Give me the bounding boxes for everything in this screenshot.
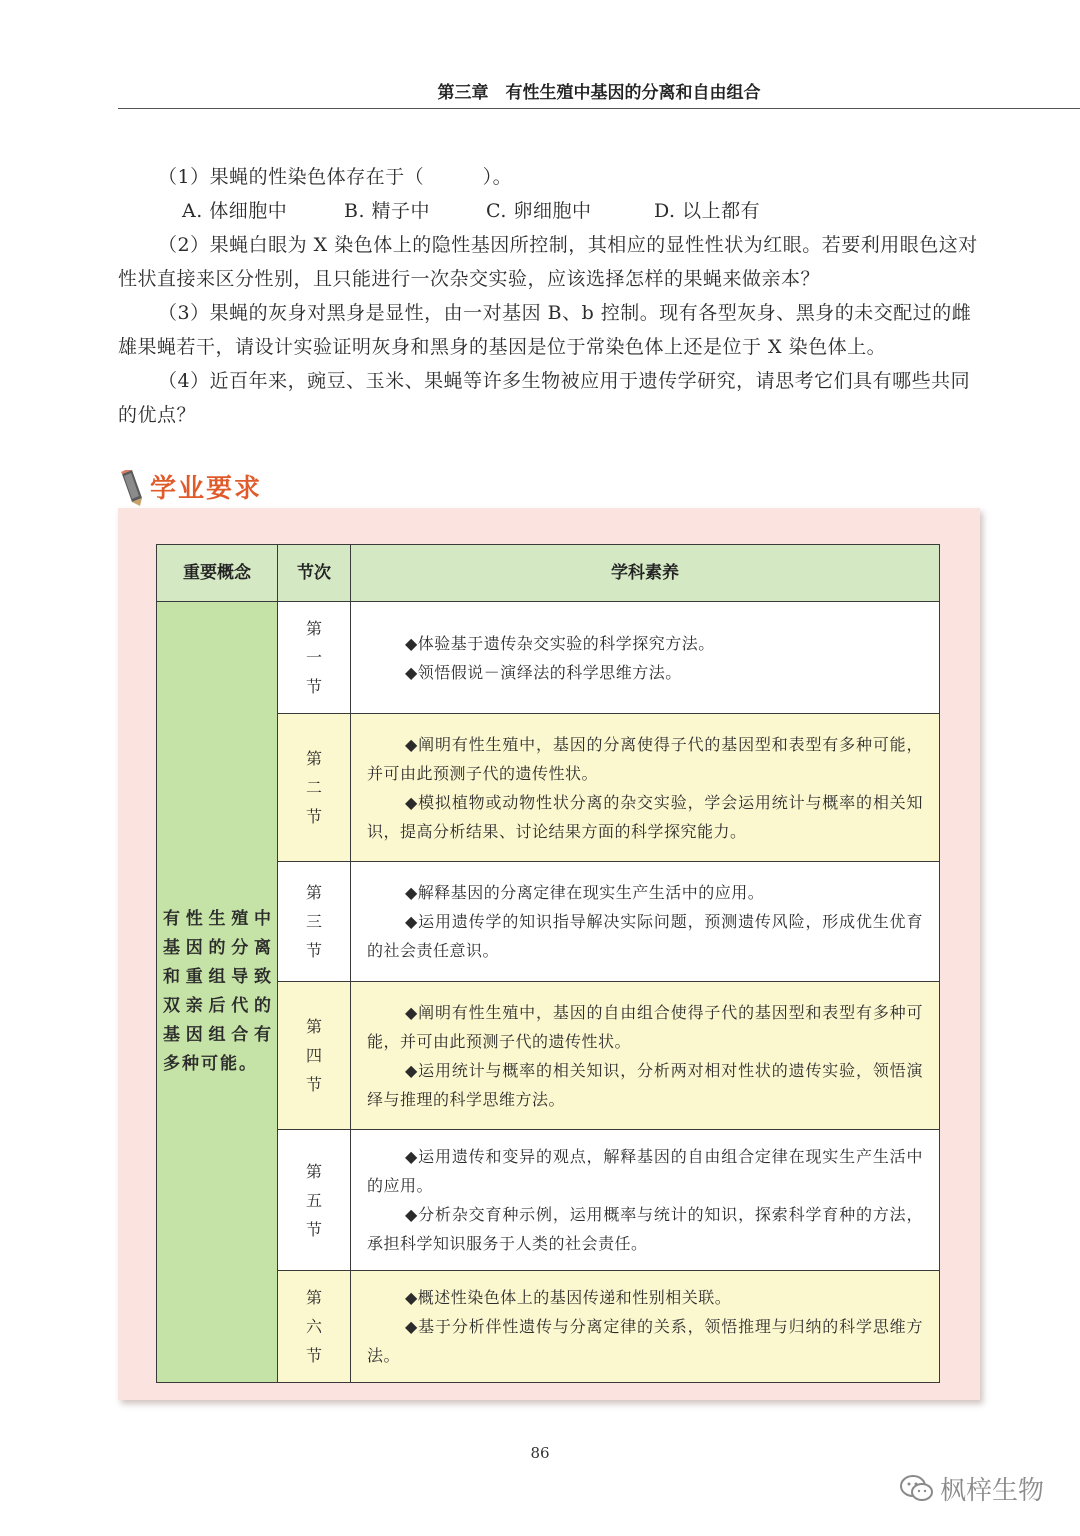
section-cell	[278, 1130, 351, 1271]
content-cell	[351, 714, 940, 862]
list-item: ◆体验基于遗传杂交实验的科学探究方法。	[405, 633, 715, 653]
section-cell	[278, 982, 351, 1130]
list-item: ◆基于分析伴性遗传与分离定律的关系，领悟推理与归纳的科学思维方法。	[367, 1317, 923, 1365]
header-concept: 重要概念	[157, 545, 278, 602]
list-item: ◆模拟植物或动物性状分离的杂交实验，学会运用统计与概率的相关知识，提高分析结果、讨论结果方面的科学探究能力。	[367, 792, 923, 841]
choice-d: D. 以上都有	[654, 200, 761, 222]
content-cell	[351, 602, 940, 714]
header-section: 节次	[278, 545, 351, 602]
question-1: （1）果蝇的性染色体存在于（ ）。	[158, 166, 513, 188]
content-cell	[351, 1130, 940, 1271]
list-item: ◆解释基因的分离定律在现实生产生活中的应用。	[405, 883, 765, 902]
header-literacy: 学科素养	[351, 545, 940, 602]
page-header	[118, 72, 1080, 109]
list-item: ◆阐明有性生殖中，基因的自由组合使得子代的基因型和表型有多种可能，并可由此预测子代的遗传性状。	[367, 1002, 923, 1051]
section-header	[118, 466, 980, 511]
question-4: （4）近百年来，豌豆、玉米、果蝇等许多生物被应用于遗传学研究，请思考它们具有哪些共同的优点？	[118, 370, 971, 426]
wechat-icon	[900, 1475, 934, 1503]
question-3: （3）果蝇的灰身对黑身是显性，由一对基因 B、b 控制。现有各型灰身、黑身的未交配过的雌雄果蝇若干，请设计实验证明灰身和黑身的基因是位于常染色体上还是位于 X 染色体上。	[118, 302, 972, 358]
choice-a: A. 体细胞中	[182, 200, 288, 222]
list-item: ◆阐明有性生殖中，基因的分离使得子代的基因型和表型有多种可能，并可由此预测子代的遗传性状。	[367, 734, 923, 783]
content-cell	[351, 982, 940, 1130]
section-label: 第一节	[305, 619, 322, 696]
concept-cell: 有性生殖中基因的分离和重组导致双亲后代的基因组合有多种可能。	[157, 602, 278, 1383]
section-cell	[278, 1271, 351, 1383]
list-item: ◆运用统计与概率的相关知识，分析两对相对性状的遗传实验，领悟演绎与推理的科学思维方法。	[367, 1060, 923, 1109]
choice-c: C. 卵细胞中	[486, 200, 592, 222]
content-cell	[351, 862, 940, 982]
watermark-text: 枫梓生物	[940, 1476, 1045, 1506]
section-cell	[278, 862, 351, 982]
pencil-icon	[118, 470, 144, 506]
question-block	[118, 160, 980, 432]
section-title: 学业要求	[150, 474, 263, 504]
section-label: 第二节	[305, 749, 322, 826]
section-label: 第四节	[305, 1017, 322, 1094]
list-item: ◆运用遗传和变异的观点，解释基因的自由组合定律在现实生产生活中的应用。	[367, 1147, 923, 1195]
list-item: ◆领悟假说－演绎法的科学思维方法。	[405, 662, 682, 682]
requirements-table	[156, 544, 940, 1383]
section-cell	[278, 602, 351, 714]
watermark	[900, 1470, 1044, 1507]
chapter-title: 第三章 有性生殖中基因的分离和自由组合	[437, 83, 761, 103]
choice-b: B. 精子中	[344, 200, 431, 222]
section-label: 第三节	[305, 883, 322, 960]
table-row	[157, 602, 940, 714]
section-cell	[278, 714, 351, 862]
section-label: 第五节	[305, 1161, 322, 1239]
question-2: （2）果蝇白眼为 X 染色体上的隐性基因所控制，其相应的显性性状为红眼。若要利用眼色这对性状直接来区分性别，且只能进行一次杂交实验，应该选择怎样的果蝇来做亲本？	[118, 234, 978, 290]
list-item: ◆分析杂交育种示例，运用概率与统计的知识，探索科学育种的方法，承担科学知识服务于人类的社会责任。	[367, 1205, 923, 1253]
content-cell	[351, 1271, 940, 1383]
list-item: ◆运用遗传学的知识指导解决实际问题，预测遗传风险，形成优生优育的社会责任意识。	[367, 912, 923, 960]
table-header-row	[157, 545, 940, 602]
section-label: 第六节	[305, 1288, 322, 1365]
list-item: ◆概述性染色体上的基因传递和性别相关联。	[405, 1288, 732, 1307]
page-number: 86	[530, 1444, 550, 1462]
question-1-choices	[118, 194, 980, 228]
requirements-panel	[118, 508, 980, 1400]
